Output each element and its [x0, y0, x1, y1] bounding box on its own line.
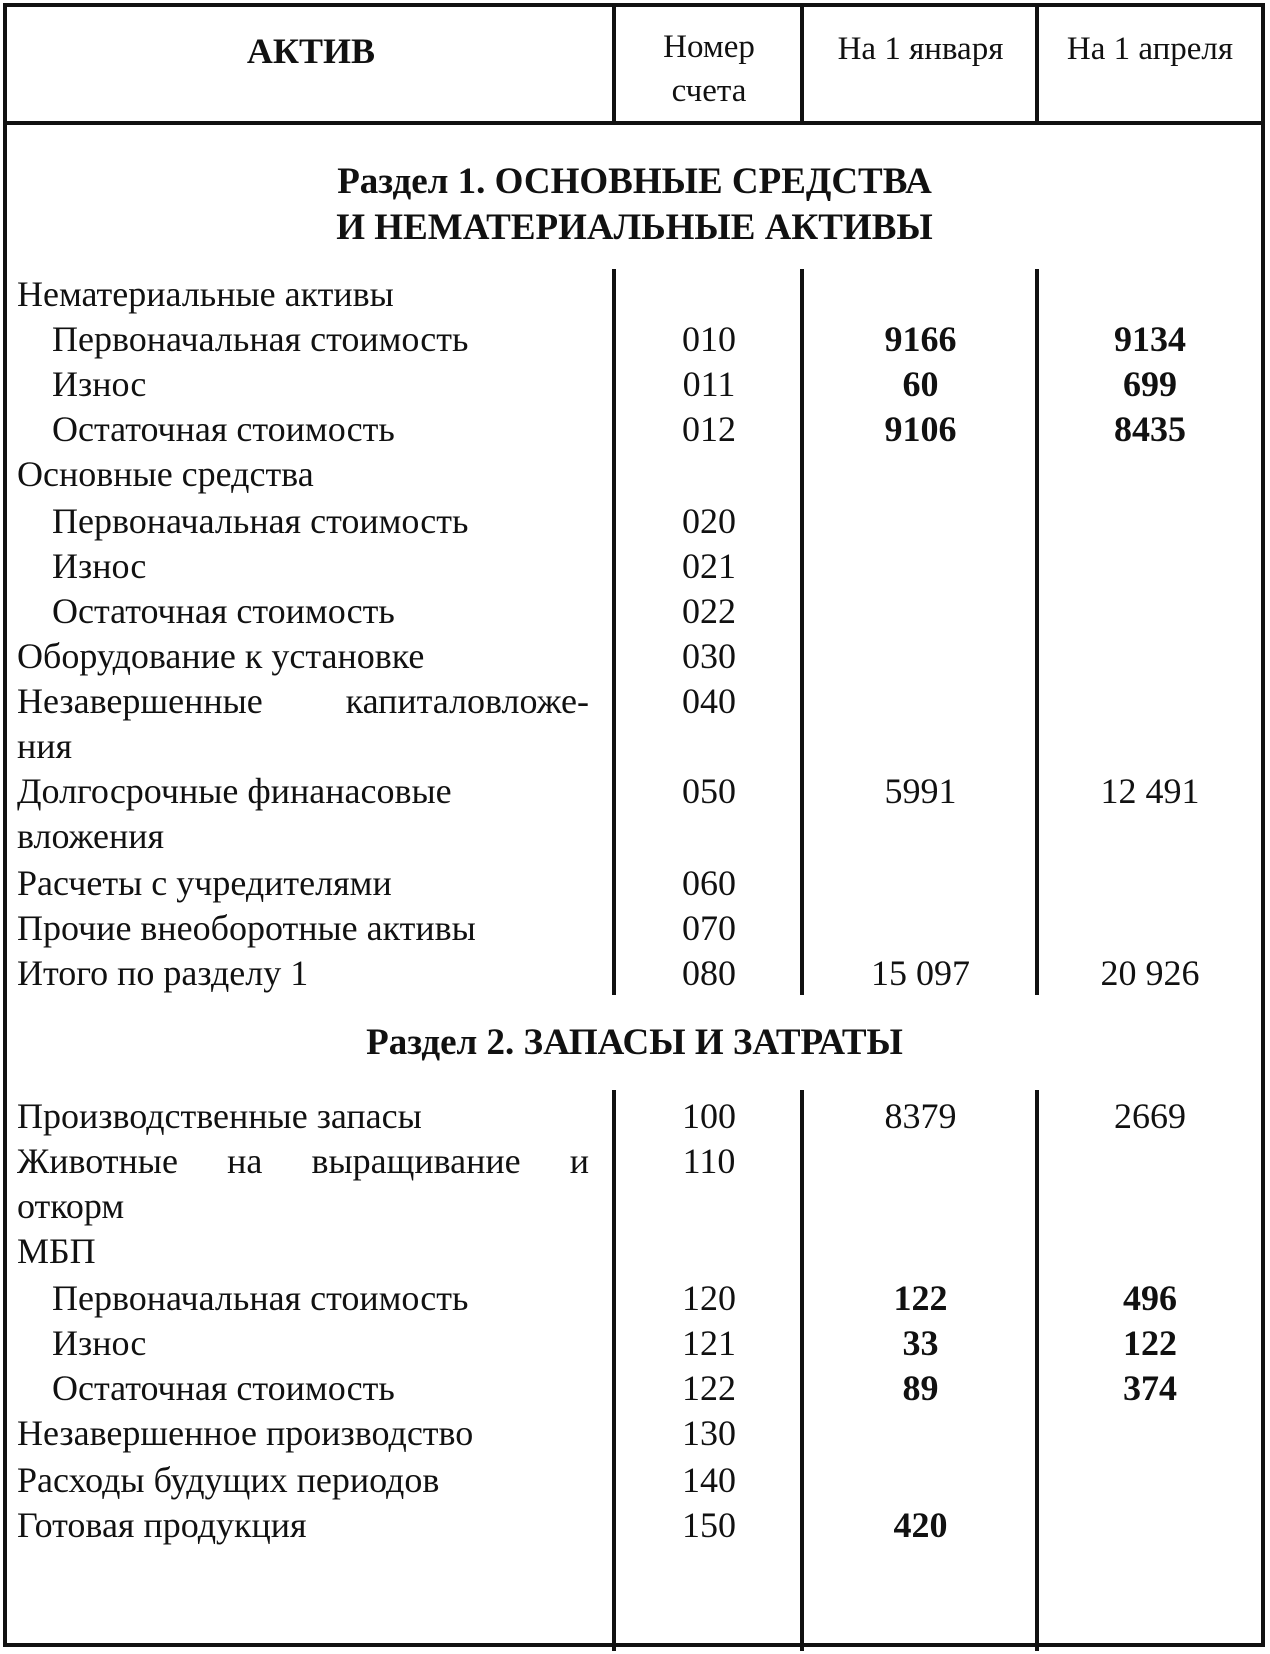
table-row [7, 497, 1262, 545]
table-row [7, 904, 1262, 952]
header-jan: На 1 января [837, 31, 1004, 67]
row-label: Расходы будущих периодов [17, 1460, 440, 1500]
account-number: 022 [682, 591, 736, 631]
table-row [7, 859, 1262, 907]
header-account-number [615, 7, 803, 121]
table-row [7, 722, 1262, 770]
account-number: 060 [682, 863, 736, 903]
row-label: Основные средства [17, 454, 314, 494]
value-apr: 2669 [1114, 1096, 1186, 1136]
table-row [7, 360, 1262, 408]
account-number: 020 [682, 501, 736, 541]
account-number: 012 [682, 409, 736, 449]
row-label: Готовая продукция [17, 1505, 307, 1545]
value-jan: 89 [902, 1368, 939, 1408]
table-row [7, 812, 1262, 860]
value-apr: 496 [1123, 1278, 1177, 1318]
account-number: 010 [682, 319, 736, 359]
account-number: 150 [682, 1505, 736, 1545]
header-apr: На 1 апреля [1066, 31, 1234, 67]
balance-table [3, 3, 1265, 1647]
table-row [7, 1137, 1262, 1185]
row-label: Остаточная стоимость [52, 409, 395, 449]
row-label: Производственные запасы [17, 1096, 422, 1136]
section1-title-line1: Раздел 1. ОСНОВНЫЕ СРЕДСТВА [337, 161, 932, 202]
table-header [7, 7, 1261, 125]
row-label [17, 677, 607, 725]
value-apr: 122 [1123, 1323, 1177, 1363]
value-jan: 9166 [884, 319, 957, 359]
row-label-text: Незавершенные капиталовложе- [17, 681, 589, 721]
table-row [7, 677, 1262, 725]
row-label: МБП [17, 1231, 96, 1271]
value-apr: 699 [1123, 364, 1177, 404]
row-label: откорм [17, 1186, 125, 1226]
row-label: Остаточная стоимость [52, 591, 395, 631]
row-label: Износ [52, 1323, 147, 1363]
section1-title-line2: И НЕМАТЕРИАЛЬНЫЕ АКТИВЫ [336, 207, 933, 248]
account-number: 040 [682, 681, 736, 721]
table-row [7, 1364, 1262, 1412]
account-number: 050 [682, 771, 736, 811]
account-number: 080 [682, 953, 736, 993]
account-number: 030 [682, 636, 736, 676]
account-number: 011 [682, 364, 736, 404]
table-row [7, 1456, 1262, 1504]
header-divider [800, 7, 804, 121]
value-apr: 20 926 [1100, 953, 1200, 993]
header-account-line1: Номер [663, 29, 755, 65]
row-label: Расчеты с учредителями [17, 863, 392, 903]
table-row [7, 949, 1262, 997]
section2-title: Раздел 2. ЗАПАСЫ И ЗАТРАТЫ [366, 1022, 903, 1063]
account-number: 122 [682, 1368, 736, 1408]
table-row [7, 1501, 1262, 1549]
row-label: Итого по разделу 1 [17, 953, 309, 993]
header-divider [612, 7, 616, 121]
row-label: Оборудование к установке [17, 636, 425, 676]
account-number: 100 [682, 1096, 736, 1136]
table-row [7, 270, 1262, 318]
value-apr: 12 491 [1100, 771, 1200, 811]
row-label-text: Животные на выращивание и [17, 1141, 589, 1181]
account-number: 021 [682, 546, 736, 586]
account-number: 110 [682, 1141, 736, 1181]
table-row [7, 315, 1262, 363]
table-row [7, 450, 1262, 498]
value-jan: 122 [893, 1278, 948, 1318]
value-jan: 420 [893, 1505, 948, 1545]
table-row [7, 587, 1262, 635]
account-number: 140 [682, 1460, 736, 1500]
value-jan: 8379 [884, 1096, 957, 1136]
value-jan: 60 [902, 364, 939, 404]
value-apr: 374 [1123, 1368, 1177, 1408]
value-apr: 8435 [1114, 409, 1186, 449]
value-jan: 5991 [884, 771, 957, 811]
row-label: Первоначальная стоимость [52, 1278, 469, 1318]
header-divider [1035, 7, 1039, 121]
table-row [7, 1274, 1262, 1322]
account-number: 121 [682, 1323, 736, 1363]
row-label: Износ [52, 546, 147, 586]
table-row [7, 405, 1262, 453]
account-number: 130 [682, 1413, 736, 1453]
table-row [7, 1092, 1262, 1140]
row-label [17, 1137, 607, 1185]
table-row [7, 767, 1262, 815]
account-number: 120 [682, 1278, 736, 1318]
value-jan: 33 [902, 1323, 939, 1363]
row-label: Долгосрочные финанасовые [17, 771, 452, 811]
table-row [7, 1227, 1262, 1275]
value-jan: 15 097 [871, 953, 970, 993]
row-label: вложения [17, 816, 165, 856]
row-label: Первоначальная стоимость [52, 319, 469, 359]
table-row [7, 632, 1262, 680]
header-account-line2: счета [671, 73, 747, 109]
value-apr: 9134 [1114, 319, 1186, 359]
table-row [7, 1182, 1262, 1230]
table-row [7, 1409, 1262, 1457]
header-activ: АКТИВ [246, 31, 376, 71]
row-label: Незавершенное производство [17, 1413, 474, 1453]
table-row [7, 1319, 1262, 1367]
row-label: Первоначальная стоимость [52, 501, 469, 541]
account-number: 070 [682, 908, 736, 948]
row-label: ния [17, 726, 73, 766]
table-row [7, 542, 1262, 590]
value-jan: 9106 [884, 409, 957, 449]
row-label: Прочие внеоборотные активы [17, 908, 476, 948]
row-label: Износ [52, 364, 147, 404]
row-label: Нематериальные активы [17, 274, 394, 314]
row-label: Остаточная стоимость [52, 1368, 395, 1408]
